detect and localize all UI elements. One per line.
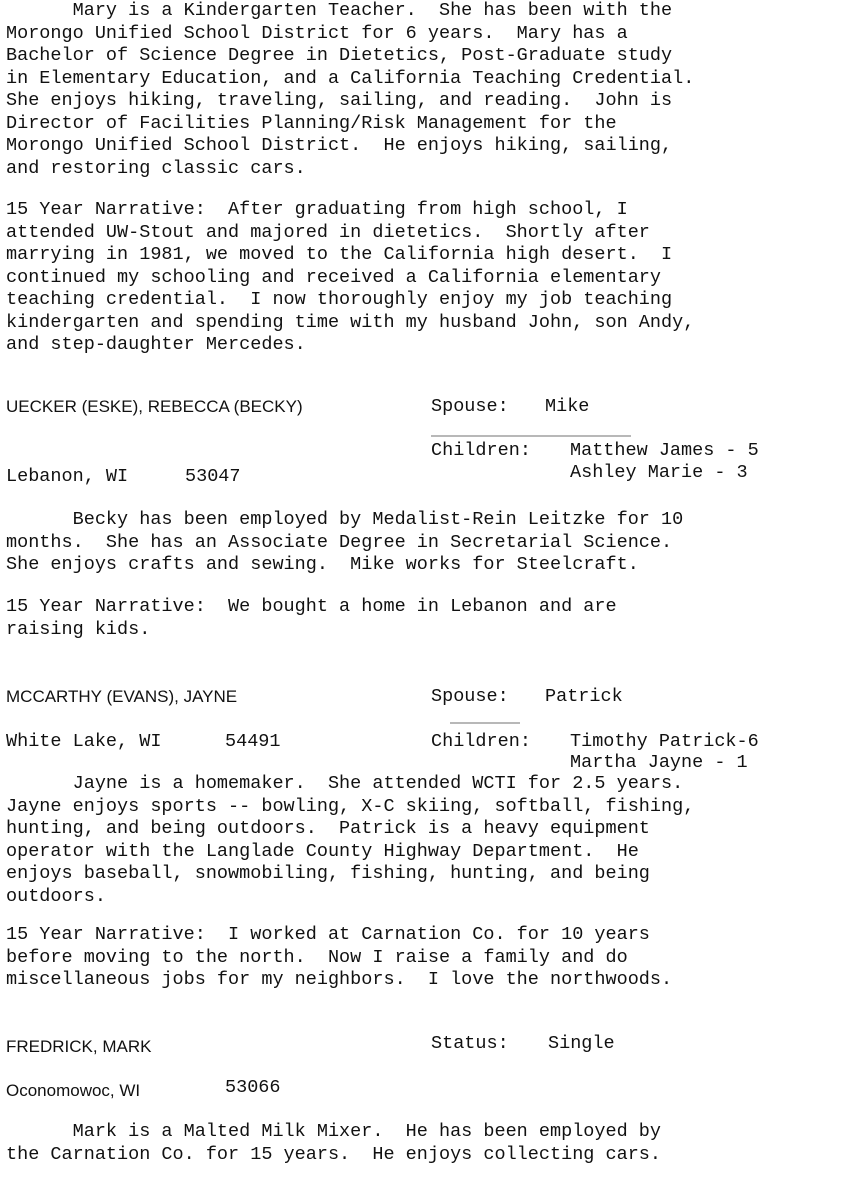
mccarthy-children-label: Children: bbox=[431, 731, 531, 752]
smudged-line bbox=[450, 722, 520, 724]
text-line: Director of Facilities Planning/Risk Management for the bbox=[6, 112, 617, 134]
mccarthy-bio-paragraph bbox=[6, 773, 841, 908]
uecker-spouse: Mike bbox=[545, 396, 590, 417]
fredrick-status-label: Status: bbox=[431, 1033, 509, 1054]
text-line: 15 Year Narrative: We bought a home in Lebanon and are bbox=[6, 596, 617, 617]
uecker-name: UECKER (ESKE), REBECCA (BECKY) bbox=[6, 397, 303, 416]
uecker-children-label: Children: bbox=[431, 440, 531, 461]
mccarthy-location: White Lake, WI bbox=[6, 731, 162, 752]
fredrick-status: Single bbox=[548, 1033, 615, 1054]
text-line: Mark is a Malted Milk Mixer. He has been employed by bbox=[6, 1121, 662, 1142]
text-line: Jayne is a homemaker. She attended WCTI for 2.5 years. bbox=[6, 773, 684, 794]
text-line: in Elementary Education, and a California Teaching Credential. bbox=[6, 67, 695, 89]
fredrick-location: Oconomowoc, WI bbox=[6, 1081, 141, 1100]
mccarthy-spouse-label: Spouse: bbox=[431, 686, 509, 707]
uecker-child: Ashley Marie - 3 bbox=[570, 462, 748, 483]
text-line: hunting, and being outdoors. Patrick is a heavy equipment bbox=[6, 818, 650, 839]
fredrick-name: FREDRICK, MARK bbox=[6, 1037, 152, 1056]
text-line: She enjoys hiking, traveling, sailing, and reading. John is bbox=[6, 90, 673, 111]
mccarthy-child: Martha Jayne - 1 bbox=[570, 752, 748, 773]
text-line: operator with the Langlade County Highway Department. He bbox=[6, 840, 639, 862]
text-line: Morongo Unified School District for 6 years. Mary has a bbox=[6, 22, 628, 44]
mccarthy-zip: 54491 bbox=[225, 731, 281, 752]
uecker-child: Matthew James - 5 bbox=[570, 440, 759, 461]
text-line: 15 Year Narrative: I worked at Carnation Co. for 10 years bbox=[6, 924, 650, 945]
mccarthy-child: Timothy Patrick-6 bbox=[570, 731, 759, 752]
text-line: before moving to the north. Now I raise a family and do bbox=[6, 946, 628, 968]
mccarthy-spouse: Patrick bbox=[545, 686, 623, 707]
text-line: and step-daughter Mercedes. bbox=[6, 334, 306, 355]
text-line: continued my schooling and received a California elementary bbox=[6, 266, 662, 288]
text-line: Mary is a Kindergarten Teacher. She has been with the bbox=[6, 0, 673, 21]
uecker-location: Lebanon, WI bbox=[6, 466, 129, 487]
text-line: 15 Year Narrative: After graduating from high school, I bbox=[6, 199, 628, 220]
mary-bio-paragraph bbox=[6, 0, 841, 180]
text-line: She enjoys crafts and sewing. Mike works for Steelcraft. bbox=[6, 554, 639, 575]
uecker-spouse-label: Spouse: bbox=[431, 396, 509, 417]
text-line: and restoring classic cars. bbox=[6, 157, 306, 179]
mccarthy-narrative-paragraph bbox=[6, 924, 841, 992]
text-line: marrying in 1981, we moved to the California high desert. I bbox=[6, 244, 673, 265]
mccarthy-name: MCCARTHY (EVANS), JAYNE bbox=[6, 687, 238, 706]
fredrick-zip: 53066 bbox=[225, 1077, 281, 1098]
text-line: kindergarten and spending time with my husband John, son Andy, bbox=[6, 311, 695, 333]
uecker-narrative-paragraph bbox=[6, 596, 841, 641]
text-line: Becky has been employed by Medalist-Rein Leitzke for 10 bbox=[6, 509, 684, 530]
uecker-bio-paragraph bbox=[6, 509, 841, 577]
text-line: Jayne enjoys sports -- bowling, X-C skiing, softball, fishing, bbox=[6, 795, 695, 817]
text-line: outdoors. bbox=[6, 885, 106, 907]
text-line: Morongo Unified School District. He enjoys hiking, sailing, bbox=[6, 135, 673, 156]
text-line: the Carnation Co. for 15 years. He enjoys collecting cars. bbox=[6, 1143, 662, 1165]
text-line: Bachelor of Science Degree in Dietetics, Post-Graduate study bbox=[6, 45, 673, 66]
fredrick-bio-paragraph bbox=[6, 1121, 841, 1166]
text-line: months. She has an Associate Degree in Secretarial Science. bbox=[6, 531, 673, 553]
text-line: attended UW-Stout and majored in dietetics. Shortly after bbox=[6, 221, 650, 243]
uecker-zip: 53047 bbox=[185, 466, 241, 487]
text-line: enjoys baseball, snowmobiling, fishing, hunting, and being bbox=[6, 863, 650, 884]
text-line: raising kids. bbox=[6, 618, 151, 640]
smudged-line bbox=[431, 435, 631, 437]
mary-narrative-paragraph bbox=[6, 199, 841, 357]
text-line: teaching credential. I now thoroughly enjoy my job teaching bbox=[6, 289, 673, 310]
text-line: miscellaneous jobs for my neighbors. I love the northwoods. bbox=[6, 969, 673, 990]
